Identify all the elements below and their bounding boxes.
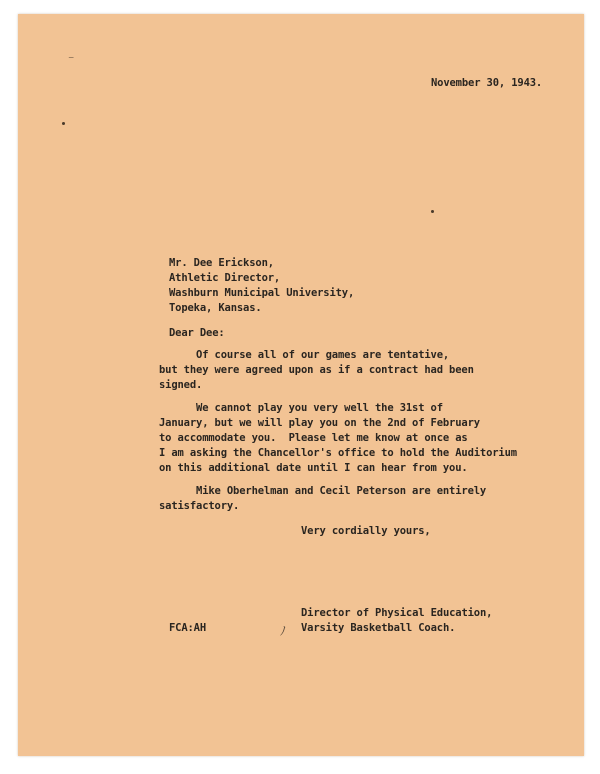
reference-initials: FCA:AH — [169, 622, 207, 634]
body-line: signed. — [159, 379, 203, 391]
paper-speck — [431, 210, 434, 213]
pencil-mark: ﾉ — [280, 624, 287, 638]
signature-title-line: Director of Physical Education, — [301, 607, 493, 619]
letter-date: November 30, 1943. — [431, 77, 543, 89]
paper-speck — [62, 122, 65, 125]
body-line: I am asking the Chancellor's office to hold the Auditorium — [159, 447, 517, 459]
address-line: Washburn Municipal University, — [169, 287, 355, 299]
body-line: satisfactory. — [159, 500, 240, 512]
salutation: Dear Dee: — [169, 327, 225, 339]
letter-page — [18, 14, 584, 756]
address-line: Topeka, Kansas. — [169, 302, 262, 314]
body-line: but they were agreed upon as if a contract had been — [159, 364, 474, 376]
body-line: Of course all of our games are tentative, — [159, 349, 450, 361]
complimentary-closing: Very cordially yours, — [301, 525, 431, 537]
body-line: on this additional date until I can hear from you. — [159, 462, 468, 474]
body-line: Mike Oberhelman and Cecil Peterson are entirely — [159, 485, 487, 497]
body-line: January, but we will play you on the 2nd of February — [159, 417, 480, 429]
body-line: We cannot play you very well the 31st of — [159, 402, 443, 414]
address-line: Athletic Director, — [169, 272, 281, 284]
address-line: Mr. Dee Erickson, — [169, 257, 274, 269]
body-line: to accommodate you. Please let me know at once as — [159, 432, 468, 444]
paper-mark: ⁻ — [68, 52, 75, 66]
signature-title-line: Varsity Basketball Coach. — [301, 622, 456, 634]
